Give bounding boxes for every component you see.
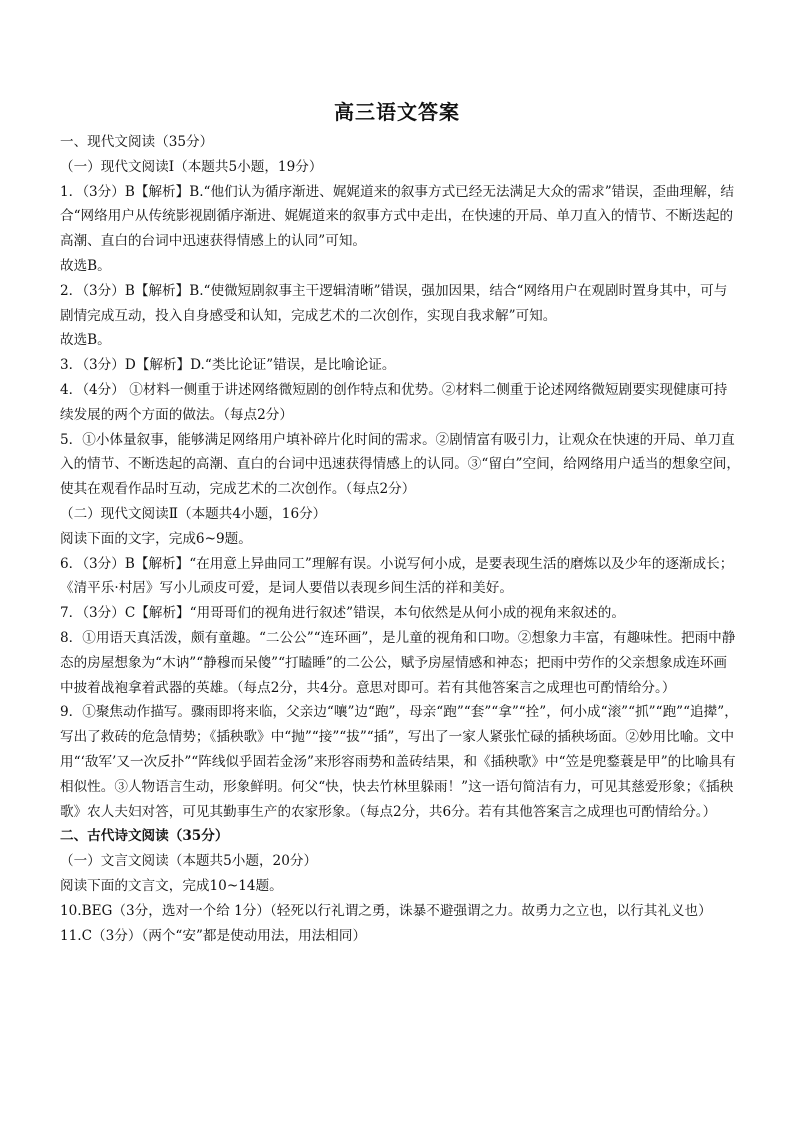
reading-instruction-1: 阅读下面的文字，完成6~9题。	[60, 530, 252, 547]
answer-q2-choice: 故选B。	[60, 332, 111, 349]
answer-q2: 2．（3分）B【解析】B.“使微短剧叙事主干逻辑清晰”错误，强加因果，结合“网络用户在观剧时置身其中，可与剧情完成互动，投入自身感受和认知，完成艺术的二次创作，实现自我求解”可知。	[60, 282, 728, 324]
subsection-heading-2: （二）现代文阅读Ⅱ（本题共4小题，16分）	[60, 505, 327, 522]
page-title: 高三语文答案	[334, 100, 460, 124]
section-heading-2: 二、古代诗文阅读（35分）	[60, 828, 229, 845]
answer-q5: 5．①小体量叙事，能够满足网络用户填补碎片化时间的需求。②剧情富有吸引力，让观众在快速的开局、单刀直入的情节、不断迭起的高潮、直白的台词中迅速获得情感上的认同。③“留白”空间，给网络用户适当的想象空间，使其在观看作品时互动，完成艺术的二次创作。（每点2分）	[60, 431, 740, 498]
subsection-heading-3: （一）文言文阅读（本题共5小题，20分）	[60, 853, 318, 870]
answer-q8: 8．①用语天真活泼，颇有童趣。“二公公”“连环画”，是儿童的视角和口吻。②想象力丰富，有趣味性。把雨中静态的房屋想象为“木讷”“静穆而呆傻”“打瞌睡”的二公公，赋予房屋情感和神态；把雨中劳作的父亲想象成连环画中披着战袍拿着武器的英雄。（每点2分，共4分。意思对即可。若有其他答案言之成理也可酌情给分。）	[60, 629, 736, 696]
answer-q10: 10.BEG（3分，选对一个给 1分）（轻死以行礼谓之勇，诛暴不避强谓之力。故勇力之立也，以行其礼义也）	[60, 902, 712, 919]
answer-q4: 4．（4分） ①材料一侧重于讲述网络微短剧的创作特点和优势。②材料二侧重于论述网络微短剧要实现健康可持续发展的两个方面的做法。（每点2分）	[60, 381, 728, 423]
reading-instruction-2: 阅读下面的文言文，完成10~14题。	[60, 877, 283, 894]
answer-q1-choice: 故选B。	[60, 257, 111, 274]
answer-q6: 6．（3分）B【解析】“在用意上异曲同工”理解有误。小说写何小成，是要表现生活的磨炼以及少年的逐渐成长；《清平乐·村居》写小儿顽皮可爱，是词人要借以表现乡间生活的祥和美好。	[60, 555, 734, 597]
answer-body	[60, 130, 740, 948]
answer-q11: 11.C（3分）（两个“安”都是使动用法，用法相同）	[60, 927, 367, 944]
answer-q1: 1．（3分）B【解析】B.“他们认为循序渐进、娓娓道来的叙事方式已经无法满足大众的需求”错误，歪曲理解，结合“网络用户从传统影视剧循序渐进、娓娓道来的叙事方式中走出，在快速的开局、单刀直入的情节、不断迭起的高潮、直白的台词中迅速获得情感上的认同”可知。	[60, 183, 735, 250]
answer-q7: 7．（3分）C【解析】“用哥哥们的视角进行叙述”错误，本句依然是从何小成的视角来叙述的。	[60, 605, 625, 622]
answer-q9: 9．①聚焦动作描写。骤雨即将来临，父亲边“嚷”边“跑”，母亲“跑”“套”“拿”“拴”，何小成“滚”“抓”“跑”“追撵”，写出了救砖的危急情势；《插秧歌》中“抛”“接”“拔”“插”，写出了一家人紧张忙碌的插秧场面。②妙用比喻。文中用“‘敌军’又一次反扑”“阵线似乎固若金汤”来形容雨势和盖砖结果，和《插秧歌》中“笠是兜鍪蓑是甲”的比喻具有相似性。③人物语言生动，形象鲜明。何父“快，快去竹林里躲雨！”这一语句简洁有力，可见其慈爱形象；《插秧歌》农人夫妇对答，可见其勤事生产的农家形象。（每点2分，共6分。若有其他答案言之成理也可酌情给分。）	[60, 704, 738, 820]
section-heading-1: 一、现代文阅读（35分）	[60, 134, 214, 150]
subsection-heading-1: （一）现代文阅读Ⅰ（本题共5小题，19分）	[60, 158, 323, 175]
answer-q3: 3．（3分）D【解析】D.“类比论证”错误，是比喻论证。	[60, 357, 396, 374]
